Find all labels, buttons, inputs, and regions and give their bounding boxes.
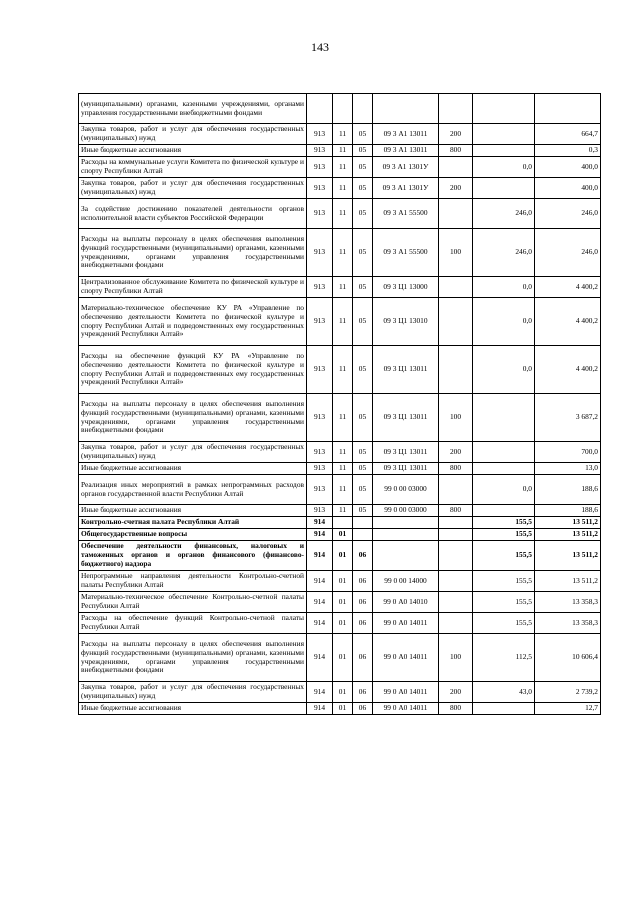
row-vr: [439, 529, 473, 541]
row-name: Иные бюджетные ассигнования: [79, 463, 307, 475]
row-sum1: [473, 463, 535, 475]
page-number: 143: [311, 40, 329, 54]
row-sum2: 13 358,3: [535, 613, 601, 634]
table-row: [79, 394, 601, 442]
row-rz: 11: [333, 277, 353, 298]
row-csr: 09 3 Ц1 13011: [373, 346, 439, 394]
row-sum2: 664,7: [535, 124, 601, 145]
row-sum2: 13 511,2: [535, 517, 601, 529]
row-csr: 09 3 А1 13011: [373, 124, 439, 145]
row-name: Иные бюджетные ассигнования: [79, 703, 307, 715]
row-pr: 06: [353, 703, 373, 715]
row-name: Закупка товаров, работ и услуг для обеспечения государственных (муниципальных) нужд: [79, 442, 307, 463]
row-rz: 01: [333, 682, 353, 703]
row-ved: 913: [307, 463, 333, 475]
row-sum1: [473, 94, 535, 124]
table-row: [79, 463, 601, 475]
row-pr: 05: [353, 145, 373, 157]
table-row: [79, 346, 601, 394]
row-sum2: 4 400,2: [535, 298, 601, 346]
row-sum1: 0,0: [473, 475, 535, 505]
row-csr: 09 3 Ц1 13011: [373, 463, 439, 475]
row-sum1: 0,0: [473, 298, 535, 346]
row-name: Непрограммные направления деятельности Контрольно-счетной палаты Республики Алтай: [79, 571, 307, 592]
row-sum2: 13 511,2: [535, 571, 601, 592]
row-csr: 99 0 А0 14010: [373, 592, 439, 613]
row-pr: 05: [353, 298, 373, 346]
row-name: Закупка товаров, работ и услуг для обеспечения государственных (муниципальных) нужд: [79, 124, 307, 145]
row-ved: 913: [307, 277, 333, 298]
table-row: [79, 277, 601, 298]
row-ved: 914: [307, 682, 333, 703]
row-ved: 914: [307, 613, 333, 634]
row-rz: 11: [333, 178, 353, 199]
row-sum1: [473, 178, 535, 199]
row-sum2: 13 358,3: [535, 592, 601, 613]
row-name: Централизованное обслуживание Комитета по физической культуре и спорту Республики Алтай: [79, 277, 307, 298]
row-rz: 11: [333, 229, 353, 277]
row-pr: 05: [353, 178, 373, 199]
table-row: [79, 442, 601, 463]
row-sum2: 4 400,2: [535, 346, 601, 394]
row-pr: 05: [353, 442, 373, 463]
row-csr: 99 0 А0 14011: [373, 682, 439, 703]
row-vr: 100: [439, 394, 473, 442]
row-name: Материально-техническое обеспечение Контрольно-счетной палаты Республики Алтай: [79, 592, 307, 613]
row-sum1: [473, 442, 535, 463]
row-csr: [373, 517, 439, 529]
row-pr: 05: [353, 475, 373, 505]
row-sum1: 155,5: [473, 529, 535, 541]
table-row: [79, 613, 601, 634]
row-pr: 05: [353, 463, 373, 475]
row-name: Расходы на выплаты персоналу в целях обеспечения выполнения функций государственными (муниципальными) органами, казенными учреждениями, органами управления государственными внебюджетными фондами: [79, 229, 307, 277]
table-row: [79, 592, 601, 613]
row-rz: 11: [333, 346, 353, 394]
row-csr: 99 0 А0 14011: [373, 613, 439, 634]
table-row: [79, 178, 601, 199]
row-pr: 05: [353, 229, 373, 277]
row-sum2: 4 400,2: [535, 277, 601, 298]
row-name: Иные бюджетные ассигнования: [79, 505, 307, 517]
row-ved: 913: [307, 475, 333, 505]
row-csr: 99 0 00 14000: [373, 571, 439, 592]
row-csr: 99 0 00 03000: [373, 475, 439, 505]
row-rz: 01: [333, 541, 353, 571]
row-ved: 914: [307, 703, 333, 715]
row-sum1: [473, 394, 535, 442]
row-name: Расходы на обеспечение функций КУ РА «Управление по обеспечению деятельности Комитета по физической культуре и спорту Республики Алтай и подведомственных ему государственных учреждений Республики Алтай»: [79, 346, 307, 394]
row-pr: 05: [353, 157, 373, 178]
row-ved: 913: [307, 178, 333, 199]
row-pr: 06: [353, 571, 373, 592]
row-vr: [439, 475, 473, 505]
row-sum1: [473, 703, 535, 715]
table-row: [79, 229, 601, 277]
row-vr: [439, 541, 473, 571]
row-vr: [439, 199, 473, 229]
row-pr: 05: [353, 346, 373, 394]
row-ved: 913: [307, 346, 333, 394]
row-pr: 06: [353, 592, 373, 613]
row-sum1: 155,5: [473, 541, 535, 571]
row-sum2: 10 606,4: [535, 634, 601, 682]
row-vr: [439, 517, 473, 529]
row-ved: [307, 94, 333, 124]
row-name: Контрольно-счетная палата Республики Алтай: [79, 517, 307, 529]
row-sum2: 12,7: [535, 703, 601, 715]
row-csr: 09 3 Ц1 13000: [373, 277, 439, 298]
row-name: Расходы на коммунальные услуги Комитета по физической культуре и спорту Республики Алтай: [79, 157, 307, 178]
row-rz: 11: [333, 124, 353, 145]
row-pr: 06: [353, 634, 373, 682]
row-pr: [353, 517, 373, 529]
row-vr: 200: [439, 682, 473, 703]
row-vr: [439, 157, 473, 178]
row-csr: [373, 541, 439, 571]
row-rz: 01: [333, 703, 353, 715]
row-sum2: 400,0: [535, 157, 601, 178]
row-pr: 05: [353, 505, 373, 517]
row-sum1: 43,0: [473, 682, 535, 703]
row-vr: [439, 571, 473, 592]
row-sum2: 188,6: [535, 475, 601, 505]
row-sum2: [535, 94, 601, 124]
row-name: Закупка товаров, работ и услуг для обеспечения государственных (муниципальных) нужд: [79, 682, 307, 703]
row-ved: 913: [307, 145, 333, 157]
table-row: [79, 529, 601, 541]
row-vr: 800: [439, 703, 473, 715]
row-rz: 01: [333, 592, 353, 613]
row-rz: [333, 517, 353, 529]
row-csr: 99 0 А0 14011: [373, 634, 439, 682]
row-ved: 913: [307, 199, 333, 229]
row-ved: 914: [307, 529, 333, 541]
row-csr: [373, 94, 439, 124]
row-rz: 11: [333, 463, 353, 475]
table-row: [79, 298, 601, 346]
table-row: [79, 682, 601, 703]
row-name: Обеспечение деятельности финансовых, налоговых и таможенных органов и органов финансового (финансово-бюджетного) надзора: [79, 541, 307, 571]
row-sum1: 155,5: [473, 517, 535, 529]
row-csr: [373, 529, 439, 541]
row-rz: [333, 94, 353, 124]
table-row: [79, 124, 601, 145]
row-vr: 200: [439, 124, 473, 145]
table-row: [79, 475, 601, 505]
row-vr: 800: [439, 145, 473, 157]
table-row: [79, 703, 601, 715]
row-rz: 11: [333, 199, 353, 229]
row-vr: [439, 346, 473, 394]
budget-table: [78, 93, 601, 715]
row-vr: [439, 613, 473, 634]
row-pr: 06: [353, 541, 373, 571]
row-sum1: 246,0: [473, 229, 535, 277]
row-ved: 913: [307, 394, 333, 442]
row-csr: 09 3 Ц1 13010: [373, 298, 439, 346]
table-row: [79, 541, 601, 571]
row-ved: 913: [307, 124, 333, 145]
row-sum1: [473, 145, 535, 157]
row-sum1: 0,0: [473, 346, 535, 394]
row-csr: 09 3 А1 1301У: [373, 157, 439, 178]
table-row: [79, 634, 601, 682]
row-sum2: 0,3: [535, 145, 601, 157]
row-ved: 914: [307, 634, 333, 682]
row-pr: 06: [353, 682, 373, 703]
row-rz: 01: [333, 634, 353, 682]
row-csr: 09 3 А1 55500: [373, 199, 439, 229]
row-name: Закупка товаров, работ и услуг для обеспечения государственных (муниципальных) нужд: [79, 178, 307, 199]
row-name: Расходы на обеспечение функций Контрольно-счетной палаты Республики Алтай: [79, 613, 307, 634]
row-csr: 09 3 А1 1301У: [373, 178, 439, 199]
row-sum2: 13,0: [535, 463, 601, 475]
row-name: Расходы на выплаты персоналу в целях обеспечения выполнения функций государственными (муниципальными) органами, казенными учреждениями, органами управления государственными внебюджетными фондами: [79, 394, 307, 442]
row-csr: 09 3 А1 55500: [373, 229, 439, 277]
row-csr: 09 3 А1 13011: [373, 145, 439, 157]
row-vr: 800: [439, 463, 473, 475]
row-sum2: 246,0: [535, 199, 601, 229]
row-csr: 99 0 00 03000: [373, 505, 439, 517]
row-sum2: 13 511,2: [535, 541, 601, 571]
table-row: [79, 94, 601, 124]
row-pr: 06: [353, 613, 373, 634]
row-rz: 11: [333, 157, 353, 178]
row-name: За содействие достижению показателей деятельности органов исполнительной власти субъектов Российской Федерации: [79, 199, 307, 229]
row-ved: 913: [307, 157, 333, 178]
row-sum1: 155,5: [473, 571, 535, 592]
row-ved: 914: [307, 541, 333, 571]
row-csr: 09 3 Ц1 13011: [373, 394, 439, 442]
row-vr: 800: [439, 505, 473, 517]
row-sum2: 700,0: [535, 442, 601, 463]
row-rz: 11: [333, 442, 353, 463]
row-sum1: 112,5: [473, 634, 535, 682]
row-pr: 05: [353, 277, 373, 298]
row-rz: 11: [333, 298, 353, 346]
table-row: [79, 157, 601, 178]
table-row: [79, 199, 601, 229]
row-name: (муниципальными) органами, казенными учреждениями, органами управления государственными внебюджетными фондами: [79, 94, 307, 124]
row-sum1: 0,0: [473, 277, 535, 298]
row-pr: 05: [353, 394, 373, 442]
row-vr: 200: [439, 442, 473, 463]
row-sum1: [473, 124, 535, 145]
row-csr: 99 0 А0 14011: [373, 703, 439, 715]
row-sum1: [473, 505, 535, 517]
row-vr: [439, 94, 473, 124]
row-pr: 05: [353, 124, 373, 145]
row-sum1: 246,0: [473, 199, 535, 229]
row-sum1: 0,0: [473, 157, 535, 178]
row-rz: 01: [333, 529, 353, 541]
row-name: Реализация иных мероприятий в рамках непрограммных расходов органов государственной власти Республики Алтай: [79, 475, 307, 505]
row-rz: 01: [333, 613, 353, 634]
row-ved: 913: [307, 505, 333, 517]
row-vr: 100: [439, 634, 473, 682]
row-rz: 11: [333, 505, 353, 517]
row-ved: 913: [307, 298, 333, 346]
table-row: [79, 145, 601, 157]
row-ved: 913: [307, 229, 333, 277]
row-name: Общегосударственные вопросы: [79, 529, 307, 541]
row-pr: [353, 94, 373, 124]
row-ved: 913: [307, 442, 333, 463]
row-sum1: 155,5: [473, 613, 535, 634]
row-vr: 100: [439, 229, 473, 277]
row-pr: [353, 529, 373, 541]
row-vr: [439, 298, 473, 346]
row-name: Иные бюджетные ассигнования: [79, 145, 307, 157]
row-rz: 11: [333, 475, 353, 505]
row-rz: 11: [333, 394, 353, 442]
row-sum1: 155,5: [473, 592, 535, 613]
row-sum2: 13 511,2: [535, 529, 601, 541]
row-name: Материально-техническое обеспечение КУ РА «Управление по обеспечению деятельности Комитета по физической культуре и спорту Республики Алтай и подведомственных ему государственных учреждений Республики Алтай»: [79, 298, 307, 346]
row-ved: 914: [307, 571, 333, 592]
table-row: [79, 571, 601, 592]
row-vr: [439, 592, 473, 613]
table-row: [79, 517, 601, 529]
table-row: [79, 505, 601, 517]
row-sum2: 246,0: [535, 229, 601, 277]
row-pr: 05: [353, 199, 373, 229]
row-vr: 200: [439, 178, 473, 199]
row-rz: 01: [333, 571, 353, 592]
row-name: Расходы на выплаты персоналу в целях обеспечения выполнения функций государственными (муниципальными) органами, казенными учреждениями, органами управления государственными внебюджетными фондами: [79, 634, 307, 682]
row-sum2: 188,6: [535, 505, 601, 517]
row-sum2: 2 739,2: [535, 682, 601, 703]
row-vr: [439, 277, 473, 298]
row-sum2: 3 687,2: [535, 394, 601, 442]
row-sum2: 400,0: [535, 178, 601, 199]
row-ved: 914: [307, 517, 333, 529]
row-ved: 914: [307, 592, 333, 613]
row-rz: 11: [333, 145, 353, 157]
row-csr: 09 3 Ц1 13011: [373, 442, 439, 463]
